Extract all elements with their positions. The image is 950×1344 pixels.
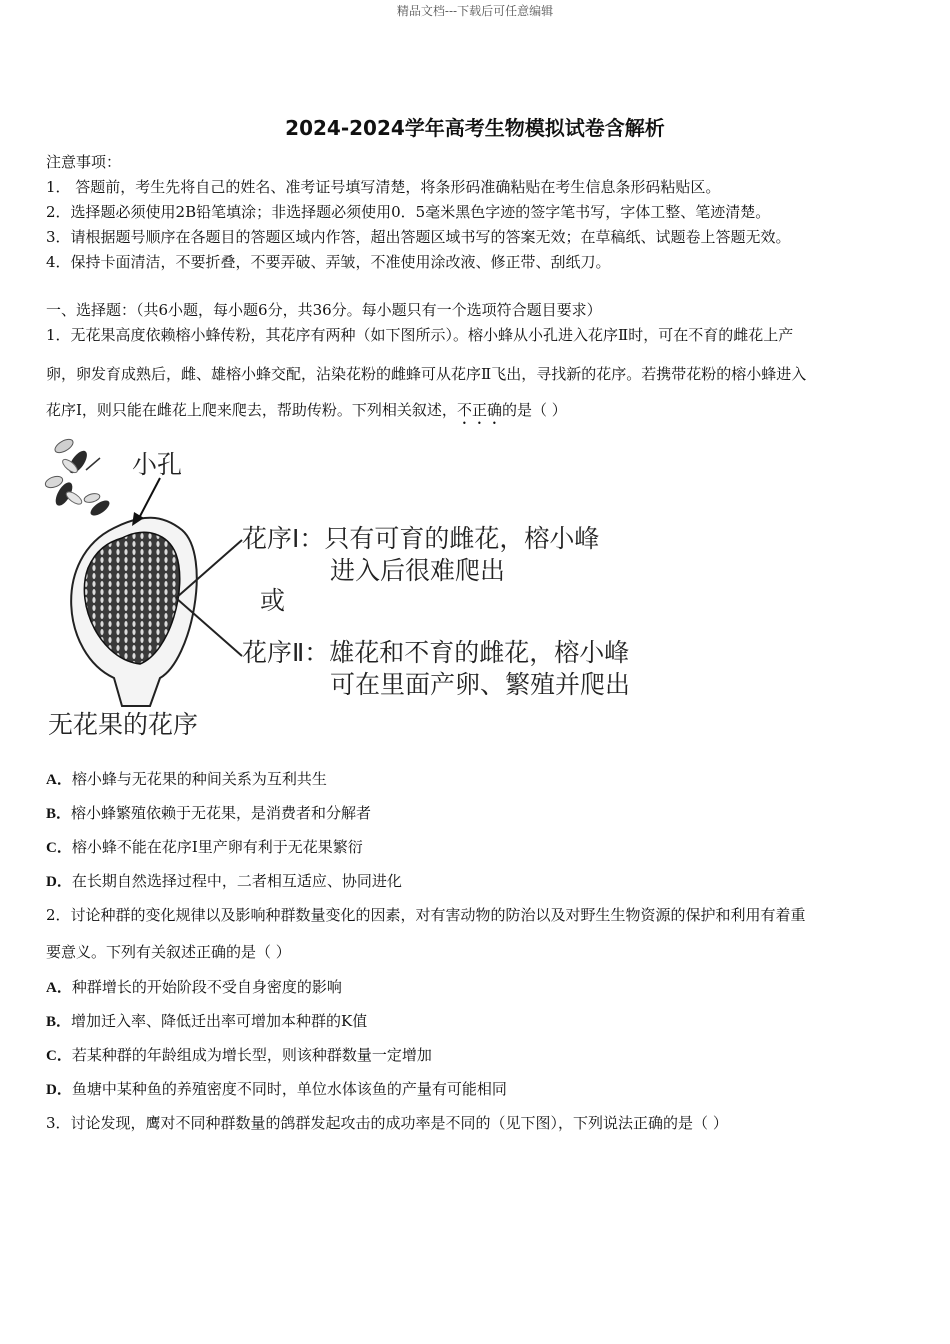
hole-arrow <box>138 478 160 520</box>
q1-emphasis: 不正确 <box>456 401 502 419</box>
option-letter: D． <box>46 1082 72 1098</box>
option-letter: D． <box>46 874 72 890</box>
option-letter: A． <box>46 772 72 788</box>
wasp-icon <box>44 474 84 508</box>
option-text: 鱼塘中某种鱼的养殖密度不同时，单位水体该鱼的产量有可能相同 <box>71 1080 507 1098</box>
fig-caption: 无花果的花序 <box>48 710 199 739</box>
section-heading: 一、选择题：（共6小题，每小题6分，共36分。每小题只有一个选项符合题目要求） <box>46 301 602 319</box>
q2-option-b <box>46 1011 367 1032</box>
note-item-3: 3．请根据题号顺序在各题目的答题区域内作答，超出答题区域书写的答案无效；在草稿纸、试题卷上答题无效。 <box>46 228 791 246</box>
q2-line-2: 要意义。下列有关叙述正确的是（ ） <box>46 943 291 961</box>
q1-option-b <box>46 803 371 824</box>
seq2-line-1: 花序Ⅱ：雄花和不育的雌花，榕小峰 <box>242 638 630 667</box>
option-text: 榕小蜂不能在花序Ⅰ里产卵有利于无花果繁衍 <box>71 838 363 856</box>
note-item-2: 2．选择题必须使用2B铅笔填涂；非选择题必须使用0．5毫米黑色字迹的签字笔书写，字体工整、笔迹清楚。 <box>46 203 771 221</box>
q1-option-a <box>46 769 327 790</box>
q1-line-3-pre: 花序Ⅰ，则只能在雌花上爬来爬去，帮助传粉。下列相关叙述， <box>46 401 457 419</box>
option-letter: A． <box>46 980 72 996</box>
header-note: 精品文档---下载后可任意编辑 <box>396 4 554 18</box>
hole-label: 小孔 <box>132 450 183 479</box>
option-text: 若某种群的年龄组成为增长型，则该种群数量一定增加 <box>71 1046 432 1064</box>
wasp-icon <box>83 492 112 518</box>
wasp-icon <box>53 437 100 476</box>
q1-line-3-post: 的是（ ） <box>501 401 567 419</box>
option-letter: C． <box>46 1048 72 1064</box>
note-item-1: 1． 答题前，考生先将自己的姓名、准考证号填写清楚，将条形码准确粘贴在考生信息条形码粘贴区。 <box>46 178 721 196</box>
option-text: 种群增长的开始阶段不受自身密度的影响 <box>71 978 342 996</box>
q2-option-c <box>46 1045 432 1066</box>
option-text: 增加迁入率、降低迁出率可增加本种群的K值 <box>71 1012 368 1030</box>
option-letter: B． <box>46 806 72 822</box>
q3-line-1: 3．讨论发现，鹰对不同种群数量的鸽群发起攻击的成功率是不同的（见下图），下列说法正确的是（ ） <box>46 1114 728 1132</box>
option-text: 榕小蜂繁殖依赖于无花果，是消费者和分解者 <box>71 804 372 822</box>
q1-line-3 <box>46 400 567 428</box>
option-text: 在长期自然选择过程中，二者相互适应、协同进化 <box>71 872 402 890</box>
seq1-line-2: 进入后很难爬出 <box>330 556 506 585</box>
fig-inflorescence-figure <box>42 428 631 746</box>
q1-line-1: 1．无花果高度依赖榕小蜂传粉，其花序有两种（如下图所示）。榕小蜂从小孔进入花序Ⅱ时，可在不育的雌花上产 <box>46 326 794 344</box>
note-item-4: 4．保持卡面清洁，不要折叠，不要弄破、弄皱，不准使用涂改液、修正带、刮纸刀。 <box>46 253 611 271</box>
option-letter: C． <box>46 840 72 856</box>
notes-heading: 注意事项： <box>46 153 122 171</box>
q1-option-c <box>46 837 363 858</box>
page-title: 2024-2024学年高考生物模拟试卷含解析 <box>285 116 665 140</box>
seq1-line-1: 花序Ⅰ：只有可育的雌花，榕小峰 <box>242 524 600 553</box>
option-text: 榕小蜂与无花果的种间关系为互利共生 <box>71 770 327 788</box>
q2-option-d <box>46 1079 507 1100</box>
seq2-line-2: 可在里面产卵、繁殖并爬出 <box>330 670 631 699</box>
q1-line-2: 卵，卵发育成熟后，雌、雄榕小蜂交配，沾染花粉的雌蜂可从花序Ⅱ飞出，寻找新的花序。若携带花粉的榕小蜂进入 <box>46 365 807 383</box>
or-label: 或 <box>260 586 286 615</box>
q2-line-1: 2．讨论种群的变化规律以及影响种群数量变化的因素，对有害动物的防治以及对野生生物资源的保护和利用有着重 <box>46 906 806 924</box>
q2-option-a <box>46 977 342 998</box>
option-letter: B． <box>46 1014 72 1030</box>
q1-option-d <box>46 871 402 892</box>
